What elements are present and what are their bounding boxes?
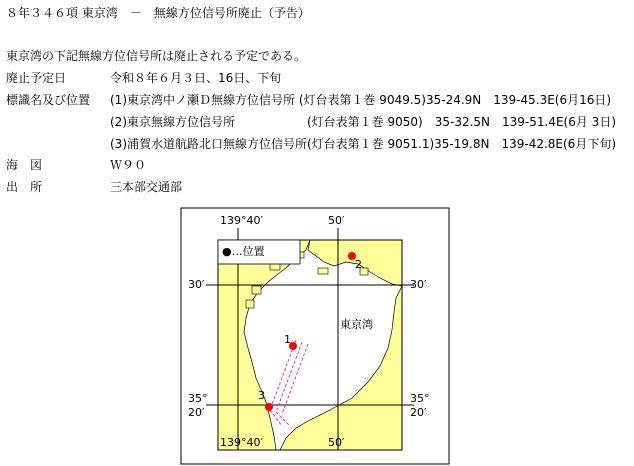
marker-1-label: 1 [284, 333, 291, 346]
station-3-text: (3)浦賀水道航路北口無線方位信号所(灯台表第１巻 9051.1)35-19.8N 139-42.8E(6月下旬) [110, 137, 616, 151]
lon-label-bottom-right: 50′ [328, 436, 345, 449]
lon-label-top-left: 139°40′ [220, 214, 263, 227]
lat-label-right-bottom-deg: 35° [410, 392, 430, 405]
lat-label-right-bottom-min: 20′ [410, 406, 427, 419]
position-label: 標識名及び位置 [6, 93, 91, 107]
lon-label-bottom-left: 139°40′ [220, 436, 263, 449]
notice-body: 東京湾の下記無線方位信号所は廃止される予定である。 [6, 49, 307, 63]
marker-3-label: 3 [258, 389, 265, 402]
bay-label: 東京湾 [340, 318, 373, 331]
marker-2-label: 2 [355, 258, 362, 271]
office-value: 三本部交通部 [110, 180, 183, 194]
chart-label: 海 図 [6, 158, 43, 172]
lat-label-left-bottom-deg: 35° [188, 392, 208, 405]
office-label: 出 所 [6, 180, 43, 194]
lat-label-left-bottom-min: 20′ [188, 406, 205, 419]
chart-value: Ｗ９０ [110, 158, 147, 172]
date-label: 廃止予定日 [6, 71, 67, 85]
lat-label-left-top: 30′ [188, 278, 205, 291]
lon-label-top-right: 50′ [328, 214, 345, 227]
station-1-text: (1)東京湾中ノ瀬Ｄ無線方位信号所 (灯台表第１巻 9049.5)35-24.9N 139-45.3E(6月16日) [110, 93, 612, 107]
notice-title: ８年３４６項 東京湾 － 無線方位信号所廃止（予告） [6, 6, 310, 20]
date-value: 令和８年６月３日、16日、下旬 [110, 71, 282, 85]
lat-label-right-top: 30′ [410, 278, 427, 291]
station-2-text: (2)東京無線方位信号所 (灯台表第１巻 9050) 35-32.5N 139-51.4E(6月 3日) [110, 115, 616, 129]
legend-text: ●…位置 [222, 245, 265, 258]
marker-3 [265, 403, 273, 411]
